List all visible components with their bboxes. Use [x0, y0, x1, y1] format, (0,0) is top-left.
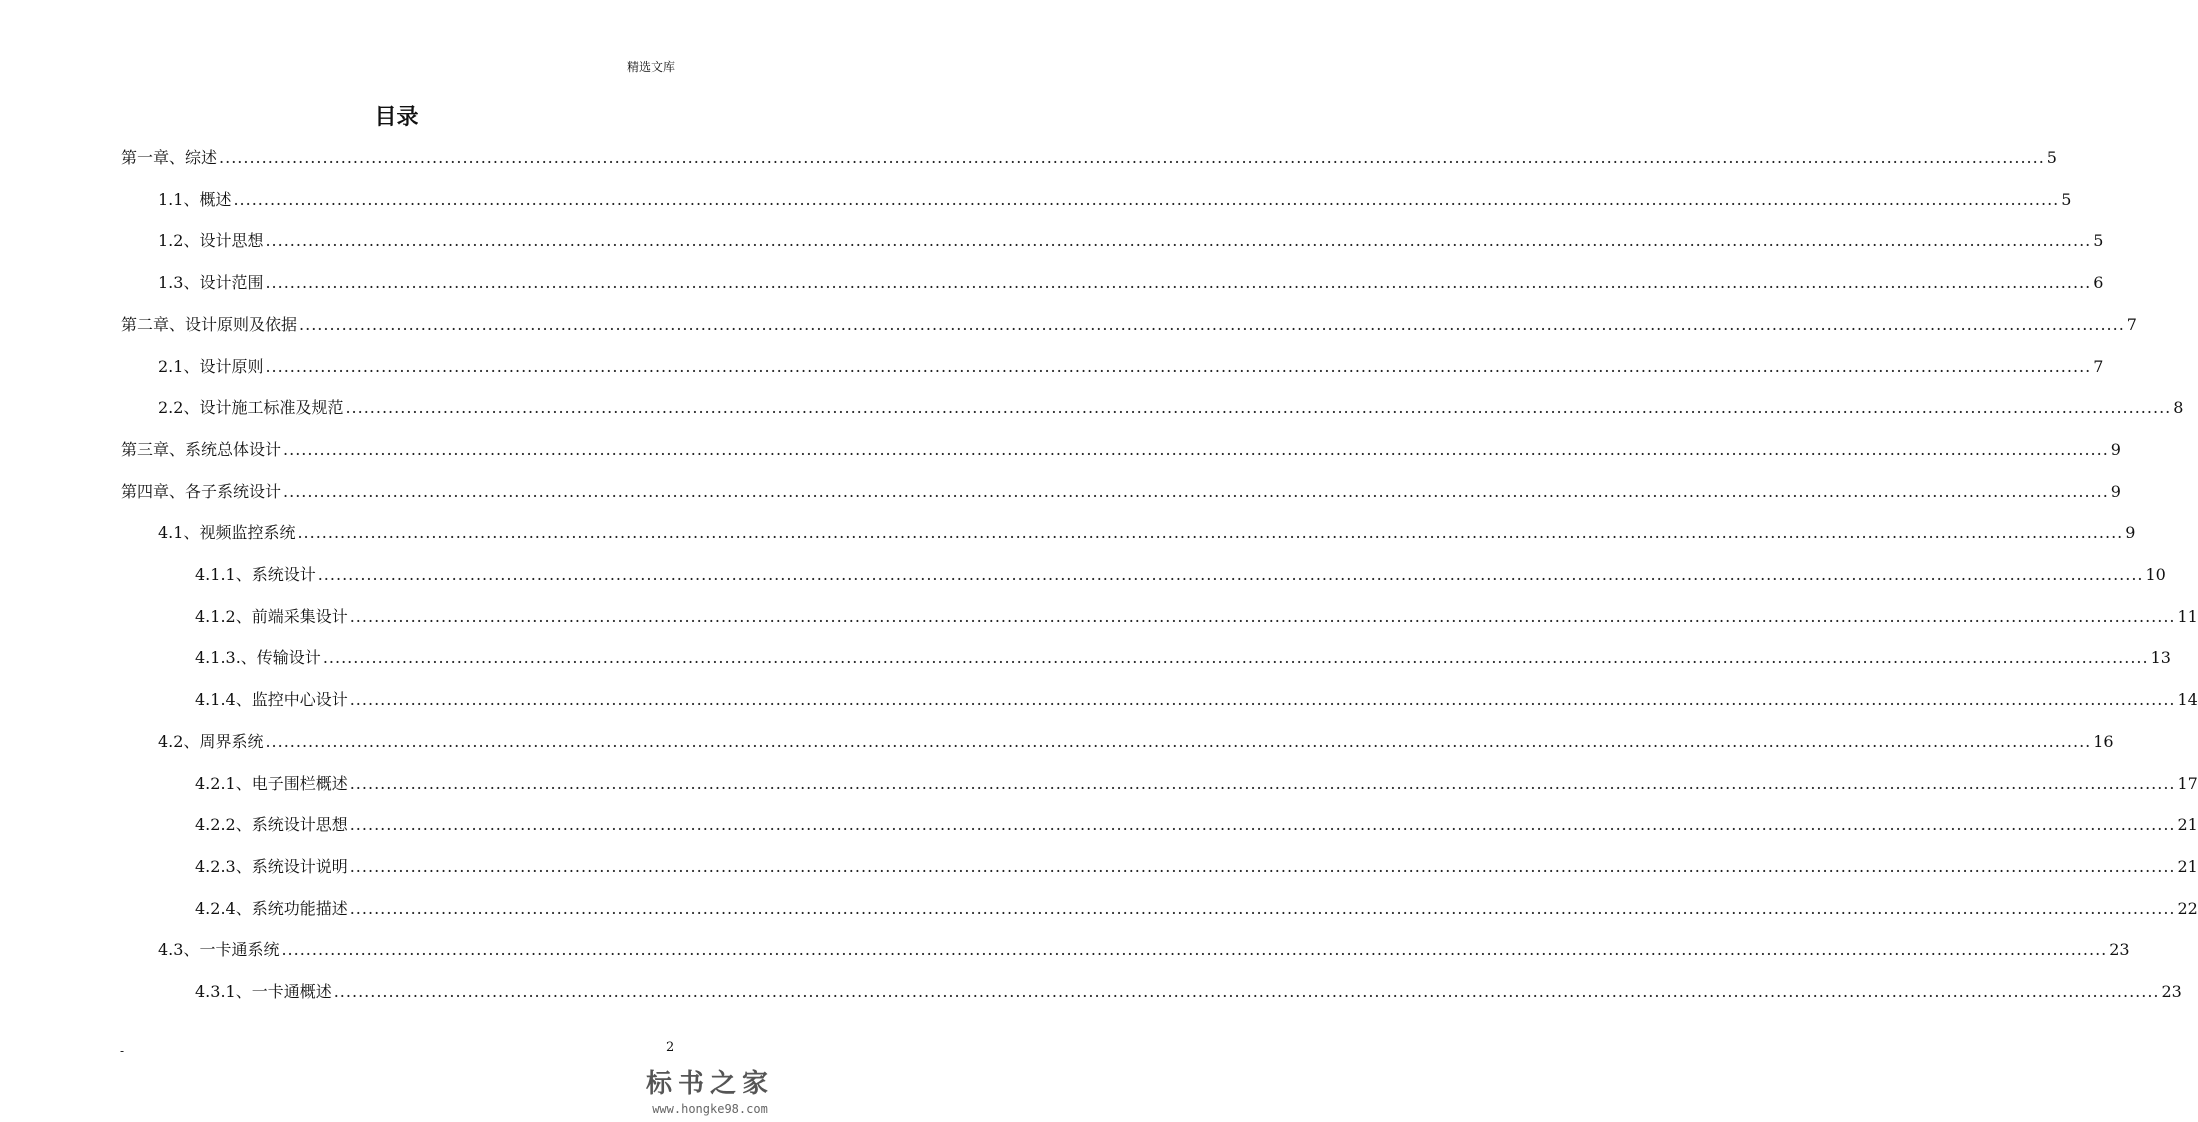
- toc-entry-label: 第三章、系统总体设计: [121, 439, 282, 459]
- toc-entry[interactable]: [195, 853, 2198, 881]
- toc-leader-dots: ............................................................................................................................................................................................................................................................................................................: [283, 439, 2109, 459]
- toc-leader-dots: ............................................................................................................................................................................................................................................................................................................: [297, 523, 2124, 543]
- toc-entry-page: 5: [2093, 231, 2104, 251]
- toc-entry-label: 第一章、综述: [121, 148, 218, 167]
- toc-entry-label: 1.2、设计思想: [158, 231, 264, 251]
- footer-left-mark: -: [120, 1044, 125, 1058]
- toc-entry[interactable]: [158, 728, 2114, 756]
- toc-entry-page: 7: [2126, 314, 2137, 334]
- toc-entry-label: 第四章、各子系统设计: [121, 481, 282, 501]
- toc-entry[interactable]: [195, 895, 2198, 923]
- toc-leader-dots: ............................................................................................................................................................................................................................................................................................................: [283, 481, 2109, 501]
- toc-leader-dots: ............................................................................................................................................................................................................................................................................................................: [345, 398, 2172, 418]
- watermark-title: 标书之家: [645, 1069, 774, 1099]
- toc-entry-page: 14: [2177, 690, 2198, 710]
- toc-leader-dots: ............................................................................................................................................................................................................................................................................................................: [265, 231, 2092, 251]
- toc-entry[interactable]: [195, 603, 2198, 631]
- toc-entry-page: 22: [2177, 898, 2198, 918]
- watermark-url: www.hongke98.com: [652, 1102, 768, 1116]
- toc-entry-page: 9: [2110, 481, 2121, 501]
- toc-entry-page: 16: [2093, 731, 2114, 751]
- toc-entry[interactable]: [158, 186, 2072, 214]
- toc-entry-label: 4.1.3.、传输设计: [195, 648, 321, 668]
- toc-leader-dots: ............................................................................................................................................................................................................................................................................................................: [322, 648, 2149, 668]
- toc-entry-page: 5: [2046, 148, 2057, 167]
- toc-entry-page: 21: [2177, 856, 2198, 876]
- toc-entry-label: 2.2、设计施工标准及规范: [158, 398, 344, 418]
- toc-entry-page: 6: [2093, 273, 2104, 293]
- toc-entry-label: 4.1.1、系统设计: [195, 565, 316, 584]
- toc-entry-label: 4.3.1、一卡通概述: [195, 982, 332, 1001]
- toc-entry[interactable]: [121, 436, 2121, 464]
- toc-leader-dots: ............................................................................................................................................................................................................................................................................................................: [219, 148, 2045, 167]
- watermark: [635, 1063, 785, 1116]
- toc-entry-page: 13: [2150, 648, 2171, 668]
- footer-page-number: 2: [666, 1040, 675, 1055]
- toc-entry-label: 2.1、设计原则: [158, 356, 264, 376]
- toc-entry-page: 21: [2177, 815, 2198, 835]
- toc-leader-dots: ............................................................................................................................................................................................................................................................................................................: [349, 606, 2176, 626]
- toc-entry[interactable]: [158, 353, 2104, 381]
- toc-entry-label: 1.1、概述: [158, 189, 232, 209]
- toc-entry-page: 9: [2110, 439, 2121, 459]
- toc-entry-page: 9: [2125, 523, 2136, 543]
- toc-entry[interactable]: [158, 936, 2130, 964]
- toc-entry-label: 4.2.3、系统设计说明: [195, 856, 348, 876]
- toc-entry[interactable]: [121, 144, 2057, 172]
- toc-entry-label: 4.1.4、监控中心设计: [195, 690, 348, 710]
- header-brand: 精选文库: [626, 60, 675, 74]
- toc-entry-label: 4.2、周界系统: [158, 731, 264, 751]
- toc-entry-label: 4.2.4、系统功能描述: [195, 898, 348, 918]
- toc-leader-dots: ............................................................................................................................................................................................................................................................................................................: [233, 189, 2060, 209]
- toc-entry-label: 4.1、视频监控系统: [158, 523, 296, 543]
- toc-entry[interactable]: [158, 227, 2104, 255]
- toc-entry-page: 10: [2145, 565, 2166, 584]
- toc-leader-dots: ............................................................................................................................................................................................................................................................................................................: [349, 690, 2176, 710]
- toc-entry[interactable]: [195, 644, 2171, 672]
- toc-entry-label: 第二章、设计原则及依据: [121, 314, 298, 334]
- toc-entry[interactable]: [158, 394, 2184, 422]
- toc-entry[interactable]: [195, 978, 2182, 1006]
- toc-leader-dots: ............................................................................................................................................................................................................................................................................................................: [265, 356, 2092, 376]
- toc-leader-dots: ............................................................................................................................................................................................................................................................................................................: [349, 773, 2176, 793]
- toc-entry[interactable]: [195, 770, 2198, 798]
- toc-leader-dots: ............................................................................................................................................................................................................................................................................................................: [333, 982, 2160, 1001]
- toc-entry[interactable]: [195, 811, 2198, 839]
- toc-entry-page: 7: [2093, 356, 2104, 376]
- toc-entry-label: 4.3、一卡通系统: [158, 940, 280, 960]
- toc-leader-dots: ............................................................................................................................................................................................................................................................................................................: [349, 856, 2176, 876]
- toc-entry-page: 11: [2177, 606, 2198, 626]
- toc-entry-label: 4.2.2、系统设计思想: [195, 815, 348, 835]
- toc-entry-page: 8: [2173, 398, 2184, 418]
- toc-entry[interactable]: [121, 478, 2121, 506]
- toc-entry-label: 4.1.2、前端采集设计: [195, 606, 348, 626]
- toc-entry-label: 1.3、设计范围: [158, 273, 264, 293]
- toc-leader-dots: ............................................................................................................................................................................................................................................................................................................: [265, 731, 2092, 751]
- toc-entry[interactable]: [121, 311, 2137, 339]
- toc-entry[interactable]: [195, 686, 2198, 714]
- toc-entry-label: 4.2.1、电子围栏概述: [195, 773, 348, 793]
- toc-leader-dots: ............................................................................................................................................................................................................................................................................................................: [349, 815, 2176, 835]
- toc-entry[interactable]: [158, 269, 2104, 297]
- toc-entry[interactable]: [195, 561, 2166, 589]
- page-title: 目录: [374, 105, 419, 130]
- toc-entry-page: 5: [2061, 189, 2072, 209]
- toc-entry-page: 17: [2177, 773, 2198, 793]
- toc-leader-dots: ............................................................................................................................................................................................................................................................................................................: [265, 273, 2092, 293]
- toc-leader-dots: ............................................................................................................................................................................................................................................................................................................: [281, 940, 2108, 960]
- toc-entry[interactable]: [158, 519, 2136, 547]
- toc-leader-dots: ............................................................................................................................................................................................................................................................................................................: [317, 565, 2144, 584]
- toc-entry-page: 23: [2161, 982, 2182, 1001]
- toc-entry-page: 23: [2109, 940, 2130, 960]
- toc-leader-dots: ............................................................................................................................................................................................................................................................................................................: [299, 314, 2125, 334]
- toc-leader-dots: ............................................................................................................................................................................................................................................................................................................: [349, 898, 2176, 918]
